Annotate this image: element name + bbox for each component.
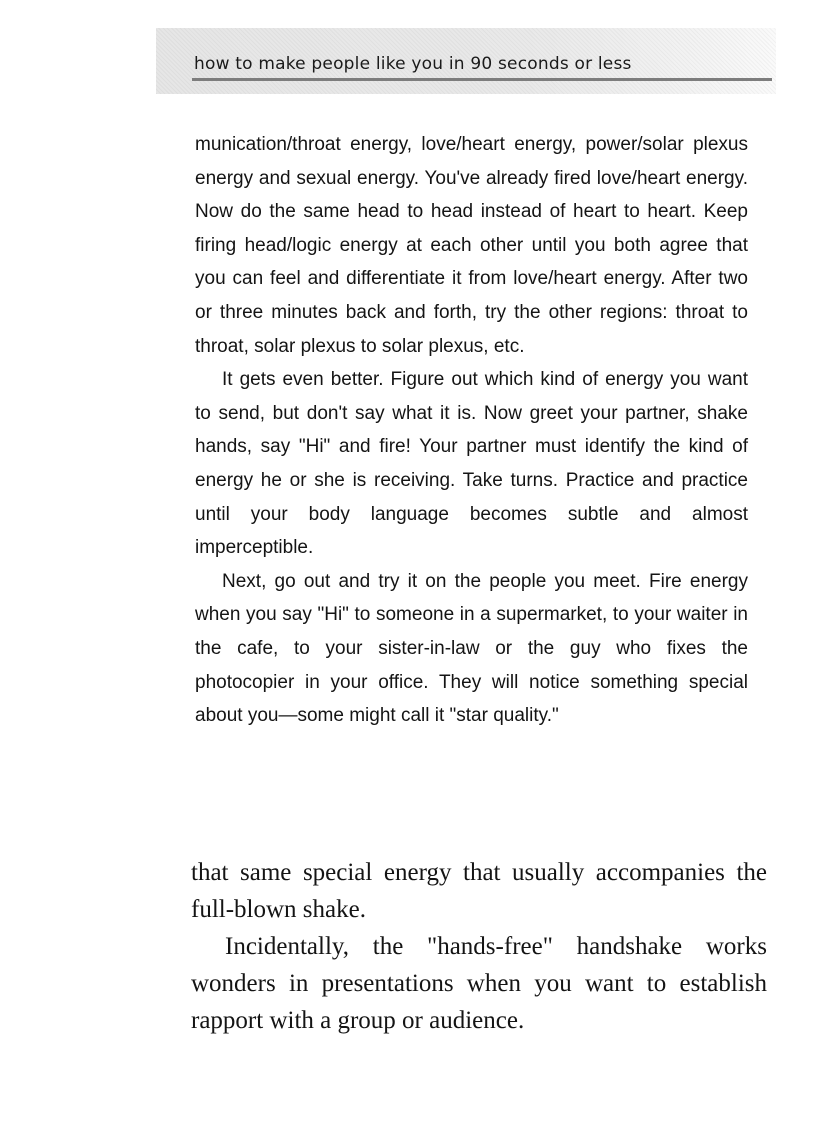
paragraph-continuation: munication/throat energy, love/heart energy, power/solar plexus energy and sexual energy. You've already fired love/heart energy. Now do the same head to head instead of heart to heart. Keep firing head/logic energy at each other until you both agree that you can feel and differentiate it from love/heart energy. After two or three minutes back and forth, try the other regions: throat to throat, solar plexus to solar plexus, etc. <box>195 134 748 357</box>
main-text-block <box>191 854 767 1039</box>
sidebar-text-block <box>195 128 748 733</box>
paragraph-it-gets-better: It gets even better. Figure out which kind of energy you want to send, but don't say what it is. Now greet your partner, shake hands, say "Hi" and fire! Your partner must identify the kind of energy he or she is receiving. Take turns. Practice and practice until your body language becomes subtle and almost imperceptible. <box>195 369 748 559</box>
running-header <box>156 28 776 94</box>
paragraph-next-go-out: Next, go out and try it on the people you meet. Fire energy when you say "Hi" to someone in a supermarket, to your waiter in the cafe, to your sister-in-law or the guy who fixes the photocopier in your office. They will notice something special about you—some might call it "star quality." <box>195 570 748 727</box>
paragraph-special-energy: that same special energy that usually accompanies the full-blown shake. <box>191 859 767 923</box>
paragraph-incidentally: Incidentally, the "hands-free" handshake works wonders in presentations when you want to establish rapport with a group or audience. <box>191 933 767 1034</box>
running-title: how to make people like you in 90 seconds or less <box>194 54 632 74</box>
header-rule <box>192 78 772 81</box>
